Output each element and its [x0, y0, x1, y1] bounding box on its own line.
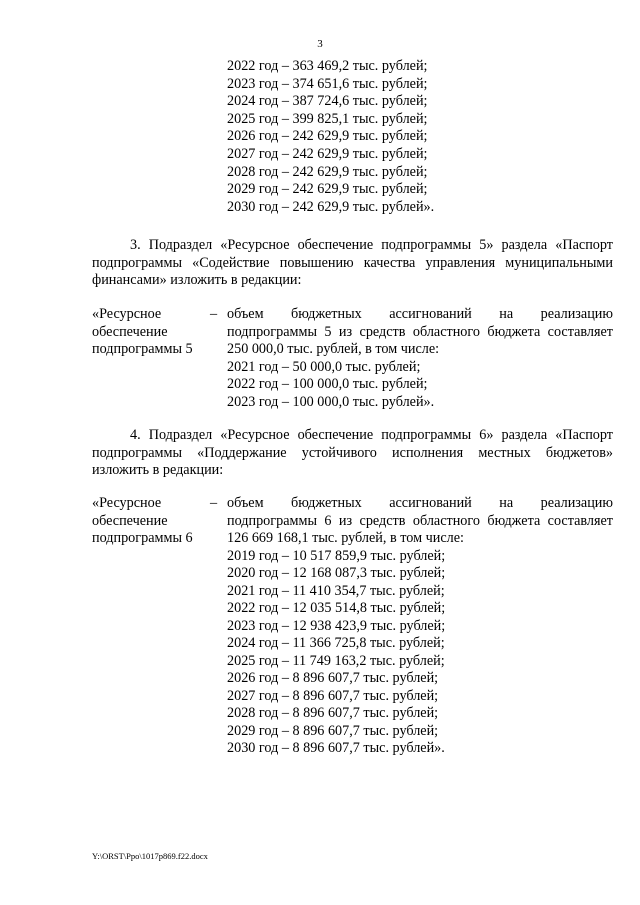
- body-line: объем бюджетных ассигнований на реализацию: [227, 306, 613, 322]
- paragraph-line: подпрограммы «Содействие повышению качества управления муниципальными: [92, 254, 613, 271]
- body-line: подпрограммы 6 из средств областного бюджета составляет: [227, 512, 613, 529]
- paragraph-line: подпрограммы «Поддержание устойчивого исполнения местных бюджетов»: [92, 444, 613, 461]
- section-4-dash: –: [210, 495, 218, 511]
- label-line: подпрограммы 5: [92, 341, 193, 357]
- body-line: 250 000,0 тыс. рублей, в том числе:: [227, 341, 440, 357]
- list-item: 2024 год – 387 724,6 тыс. рублей;: [227, 93, 428, 110]
- list-item: 2027 год – 242 629,9 тыс. рублей;: [227, 145, 428, 162]
- paragraph-line: 3. Подраздел «Ресурсное обеспечение подпрограммы 5» раздела «Паспорт: [130, 237, 613, 253]
- body-line: 2029 год – 8 896 607,7 тыс. рублей;: [227, 722, 439, 739]
- body-line: 2020 год – 12 168 087,3 тыс. рублей;: [227, 565, 446, 581]
- body-line: 2022 год – 12 035 514,8 тыс. рублей;: [227, 600, 446, 616]
- body-line: 2025 год – 11 749 163,2 тыс. рублей;: [227, 652, 445, 669]
- section-3-label: [92, 306, 217, 359]
- top-funding-list: [227, 58, 434, 216]
- label-line: подпрограммы 6: [92, 530, 193, 546]
- list-item: 2030 год – 242 629,9 тыс. рублей».: [227, 198, 435, 215]
- body-line: 2024 год – 11 366 725,8 тыс. рублей;: [227, 635, 445, 651]
- file-path-footer: Y:\ORST\Ppo\1017p869.f22.docx: [92, 851, 208, 861]
- label-line: обеспечение: [92, 512, 168, 529]
- body-line: 2023 год – 100 000,0 тыс. рублей».: [227, 393, 435, 410]
- paragraph-line: 4. Подраздел «Ресурсное обеспечение подпрограммы 6» раздела «Паспорт: [130, 427, 613, 443]
- body-line: 2028 год – 8 896 607,7 тыс. рублей;: [227, 705, 439, 721]
- body-line: 2026 год – 8 896 607,7 тыс. рублей;: [227, 670, 439, 686]
- label-line: «Ресурсное: [92, 306, 162, 322]
- body-line: 2019 год – 10 517 859,9 тыс. рублей;: [227, 547, 446, 564]
- body-line: 2021 год – 50 000,0 тыс. рублей;: [227, 358, 421, 375]
- list-item: 2023 год – 374 651,6 тыс. рублей;: [227, 75, 428, 92]
- section-4-paragraph: [92, 427, 613, 480]
- body-line: 126 669 168,1 тыс. рублей, в том числе:: [227, 530, 464, 546]
- paragraph-line: финансами» изложить в редакции:: [92, 272, 302, 288]
- body-line: 2022 год – 100 000,0 тыс. рублей;: [227, 376, 428, 392]
- list-item: 2025 год – 399 825,1 тыс. рублей;: [227, 110, 428, 127]
- body-line: 2027 год – 8 896 607,7 тыс. рублей;: [227, 687, 439, 704]
- label-line: «Ресурсное: [92, 495, 162, 511]
- body-line: 2021 год – 11 410 354,7 тыс. рублей;: [227, 582, 445, 599]
- paragraph-line: изложить в редакции:: [92, 462, 224, 478]
- section-4-body: [227, 495, 613, 758]
- section-3-body: [227, 306, 613, 411]
- body-line: 2023 год – 12 938 423,9 тыс. рублей;: [227, 617, 446, 634]
- page-number: 3: [317, 38, 323, 50]
- list-item: 2026 год – 242 629,9 тыс. рублей;: [227, 128, 428, 145]
- list-item: 2022 год – 363 469,2 тыс. рублей;: [227, 58, 428, 74]
- section-3-paragraph: [92, 237, 613, 290]
- list-item: 2028 год – 242 629,9 тыс. рублей;: [227, 163, 428, 180]
- section-4-label: [92, 495, 217, 548]
- list-item: 2029 год – 242 629,9 тыс. рублей;: [227, 181, 428, 198]
- label-line: обеспечение: [92, 323, 168, 340]
- body-line: объем бюджетных ассигнований на реализацию: [227, 495, 613, 511]
- body-line: подпрограммы 5 из средств областного бюджета составляет: [227, 323, 613, 340]
- section-3-dash: –: [210, 306, 218, 322]
- body-line: 2030 год – 8 896 607,7 тыс. рублей».: [227, 740, 445, 756]
